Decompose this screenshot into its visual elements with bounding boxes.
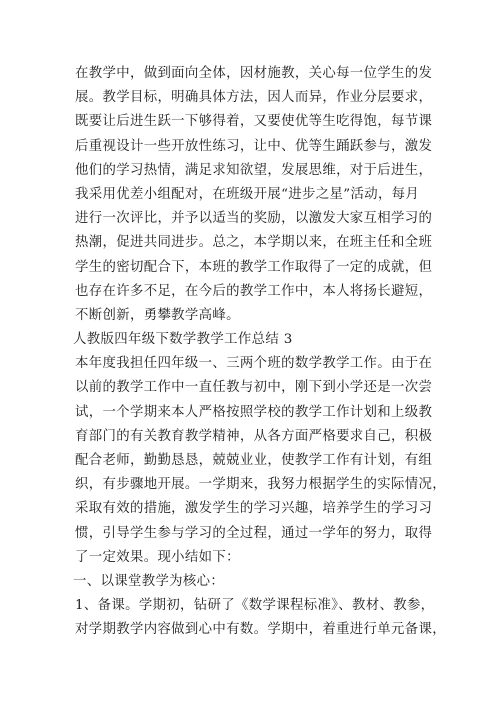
text-line: 织，有步骤地开展。一学期来，我努力根据学生的实际情况， — [75, 477, 446, 493]
text-line: 惯，引导学生参与学习的全过程，通过一学年的努力，取得 — [75, 525, 433, 541]
text-line: 展。教学目标，明确具体方法，因人而异，作业分层要求， — [75, 90, 433, 106]
text-line: 也存在许多不足，在今后的教学工作中，本人将扬长避短， — [75, 283, 433, 299]
text-line: 对学期教学内容做到心中有数。学期中，着重进行单元备课， — [75, 622, 446, 638]
text-line: 1、备课。学期初，钻研了《数学课程标准》、教材、教参， — [75, 598, 435, 614]
text-line: 不断创新，勇攀教学高峰。 — [75, 307, 240, 323]
text-line: 育部门的有关教育教学精神，从各方面严格要求自己，积极 — [75, 428, 433, 444]
text-line: 采取有效的措施，激发学生的学习兴趣，培养学生的学习习 — [75, 501, 433, 517]
document-body — [75, 62, 455, 643]
text-line: 本年度我担任四年级一、三两个班的数学教学工作。由于在 — [75, 356, 433, 372]
text-line: 配合老师，勤勤恳恳，兢兢业业，使教学工作有计划，有组 — [75, 453, 433, 468]
text-line: 试，一个学期来本人严格按照学校的教学工作计划和上级教 — [75, 404, 433, 420]
text-line: 进行一次评比，并予以适当的奖励，以激发大家互相学习的 — [75, 211, 433, 227]
text-line: 学生的密切配合下，本班的教学工作取得了一定的成就，但 — [75, 259, 433, 275]
text-line: 我采用优差小组配对，在班级开展“进步之星”活动，每月 — [75, 186, 420, 202]
text-line: 了一定效果。现小结如下： — [75, 549, 240, 565]
text-line: 后重视设计一些开放性练习，让中、优等生踊跃参与，激发 — [75, 138, 433, 154]
text-line: 既要让后进生跃一下够得着，又要使优等生吃得饱，每节课 — [75, 114, 433, 130]
text-line: 热潮，促进共同进步。总之，本学期以来，在班主任和全班 — [75, 235, 433, 251]
text-line: 以前的教学工作中一直任教与初中，刚下到小学还是一次尝 — [75, 380, 433, 396]
subsection-heading: 一、以课堂教学为核心： — [73, 573, 225, 589]
text-line: 他们的学习热情，满足求知欲望，发展思维，对于后进生， — [75, 162, 433, 178]
text-line: 在教学中，做到面向全体，因材施教，关心每一位学生的发 — [75, 66, 433, 81]
section-heading: 人教版四年级下数学教学工作总结 3 — [73, 332, 293, 348]
